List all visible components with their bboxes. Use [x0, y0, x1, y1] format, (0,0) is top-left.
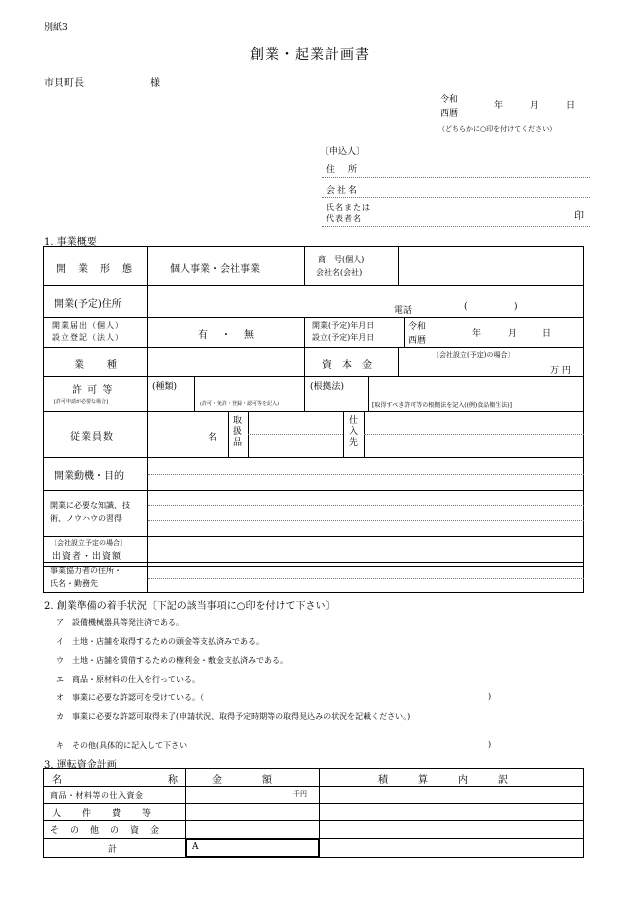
partner-label-2: 氏名・勤務先 — [50, 579, 98, 588]
open-date-label-1: 開業(予定)年月日 — [312, 321, 375, 330]
era-note: （どちらかに○印を付けてください） — [438, 125, 557, 133]
permit-sublabel: [許可申請が必要な場合] — [54, 399, 108, 405]
date-year: 年 — [494, 101, 504, 111]
filing-option-dot: ・ — [221, 330, 231, 341]
filing-label-2: 設立登記（法人） — [52, 333, 124, 342]
applicant-name-label-1: 氏名または — [326, 203, 371, 212]
knowledge-label-1: 開業に必要な知識、技 — [50, 501, 130, 510]
employees-field[interactable] — [150, 414, 206, 454]
capital-unit: 万 円 — [550, 366, 571, 376]
open-date-year: 年 — [472, 329, 482, 339]
permit-basis-note: [取得すべき許可等の根拠法を記入((例)食品衛生法)] — [372, 402, 512, 409]
prep-item-o-close: ) — [488, 692, 492, 701]
total-label: 計 — [108, 845, 118, 855]
section3-heading: 3. 運転資金計画 — [44, 760, 117, 771]
prep-item-e[interactable]: エ 商品・原材料の仕入を行っている。 — [56, 675, 200, 684]
row-personnel-label: 人 件 費 等 — [52, 809, 153, 819]
permit-basis-label: (根拠法) — [310, 382, 345, 392]
open-era-seireki[interactable]: 西暦 — [408, 336, 427, 346]
date-day: 日 — [566, 101, 576, 111]
permit-kind-label: (種類) — [152, 382, 178, 392]
filing-option-yes[interactable]: 有 — [198, 330, 208, 341]
prep-item-ka[interactable]: カ 事業に必要な許認可取得未了(申請状況、取得予定時期等の取得見込みの状況を記載ください。) — [56, 712, 411, 721]
permit-kind-note: (許可・免許・登録・認可等を記入) — [200, 401, 279, 407]
honorific: 様 — [150, 78, 160, 89]
section2-heading: 2. 創業準備の着手状況〔下記の該当事項に○印を付けて下さい〕 — [44, 601, 336, 612]
permit-label: 許 可 等 — [72, 385, 114, 396]
col-name-1: 名 — [52, 775, 62, 786]
era-seireki[interactable]: 西暦 — [440, 109, 459, 119]
partner-label-1: 事業協力者の住所・ — [50, 566, 122, 575]
col-name-2: 称 — [168, 775, 178, 786]
total-amount-box[interactable] — [185, 838, 320, 858]
page-title: 創業・起業計画書 — [250, 47, 370, 63]
supplier-label: 仕入先 — [349, 416, 359, 448]
trade-name-label-1: 商 号(個人) — [318, 255, 365, 264]
trade-name-field[interactable] — [402, 250, 582, 282]
industry-label: 業 種 — [74, 360, 118, 371]
business-form-label: 開 業 形 態 — [56, 264, 133, 275]
investor-field[interactable] — [150, 538, 582, 560]
motive-field[interactable] — [150, 460, 582, 488]
employees-unit: 名 — [208, 433, 218, 443]
prep-item-i[interactable]: イ 土地・店舗を取得するための頭金等支払済みである。 — [56, 637, 264, 646]
filing-option-no[interactable]: 無 — [244, 330, 254, 341]
prep-item-ki[interactable]: キ その他(具体的に記入して下さい — [56, 741, 188, 750]
motive-label: 開業動機・目的 — [54, 471, 124, 482]
era-reiwa[interactable]: 令和 — [440, 95, 459, 105]
date-month: 月 — [530, 101, 540, 111]
applicant-company-label: 会社名 — [326, 186, 360, 196]
applicant-address-label: 住 所 — [326, 165, 360, 175]
knowledge-label-2: 術、ノウハウの習得 — [50, 514, 122, 523]
prep-item-ki-close: ) — [488, 740, 492, 749]
phone-paren-open: ( — [464, 302, 468, 312]
phone-label: 電話 — [394, 306, 413, 316]
sheet-number: 別紙3 — [44, 23, 68, 33]
knowledge-field[interactable] — [150, 493, 582, 533]
amount-unit: 千円 — [293, 790, 307, 798]
open-date-day: 日 — [542, 329, 552, 339]
capital-label: 資 本 金 — [322, 360, 372, 371]
business-address-field[interactable] — [150, 288, 380, 314]
total-value: A — [192, 842, 199, 852]
business-form-options[interactable]: 個人事業・会社事業 — [170, 264, 260, 275]
industry-field[interactable] — [150, 350, 300, 374]
open-era-reiwa[interactable]: 令和 — [408, 322, 427, 332]
open-date-label-2: 設立(予定)年月日 — [312, 333, 375, 342]
open-date-month: 月 — [508, 329, 518, 339]
investor-label-1: 〔会社設立予定の場合〕 — [50, 539, 127, 547]
prep-item-a[interactable]: ア 設備機械器具等発注済である。 — [56, 618, 184, 627]
prep-item-o[interactable]: オ 事業に必要な許認可を受けている。（ — [56, 693, 204, 702]
employees-label: 従業員数 — [70, 432, 114, 443]
row-other-label: そ の 他 の 資 金 — [50, 826, 161, 836]
prep-item-u[interactable]: ウ 土地・店舗を賃借するための権利金・敷金支払済みである。 — [56, 656, 288, 665]
section1-heading: 1. 事業概要 — [44, 237, 97, 248]
phone-paren-close: ) — [514, 302, 518, 312]
products-label: 取扱品 — [233, 416, 243, 448]
investor-label-2: 出資者・出資額 — [52, 552, 123, 562]
partner-field[interactable] — [150, 565, 582, 591]
addressee: 市貝町長 — [44, 78, 84, 89]
col-breakdown: 積 算 内 訳 — [378, 775, 508, 786]
applicant-company-field[interactable] — [322, 197, 590, 198]
business-address-label: 開業(予定)住所 — [54, 299, 122, 310]
trade-name-label-2: 会社名(会社) — [316, 268, 363, 277]
applicant-name-field[interactable] — [322, 226, 590, 227]
row-materials-label: 商品・材料等の仕入資金 — [50, 791, 144, 800]
filing-label-1: 開業届出（個人） — [52, 321, 124, 330]
applicant-heading: 〔申込人〕 — [320, 147, 366, 157]
capital-note: 〔会社設立(予定)の場合〕 — [432, 351, 515, 359]
seal-mark: 印 — [574, 211, 584, 222]
applicant-name-label-2: 代表者名 — [326, 214, 362, 223]
applicant-address-field[interactable] — [322, 177, 590, 178]
col-amount: 金 額 — [212, 775, 272, 786]
